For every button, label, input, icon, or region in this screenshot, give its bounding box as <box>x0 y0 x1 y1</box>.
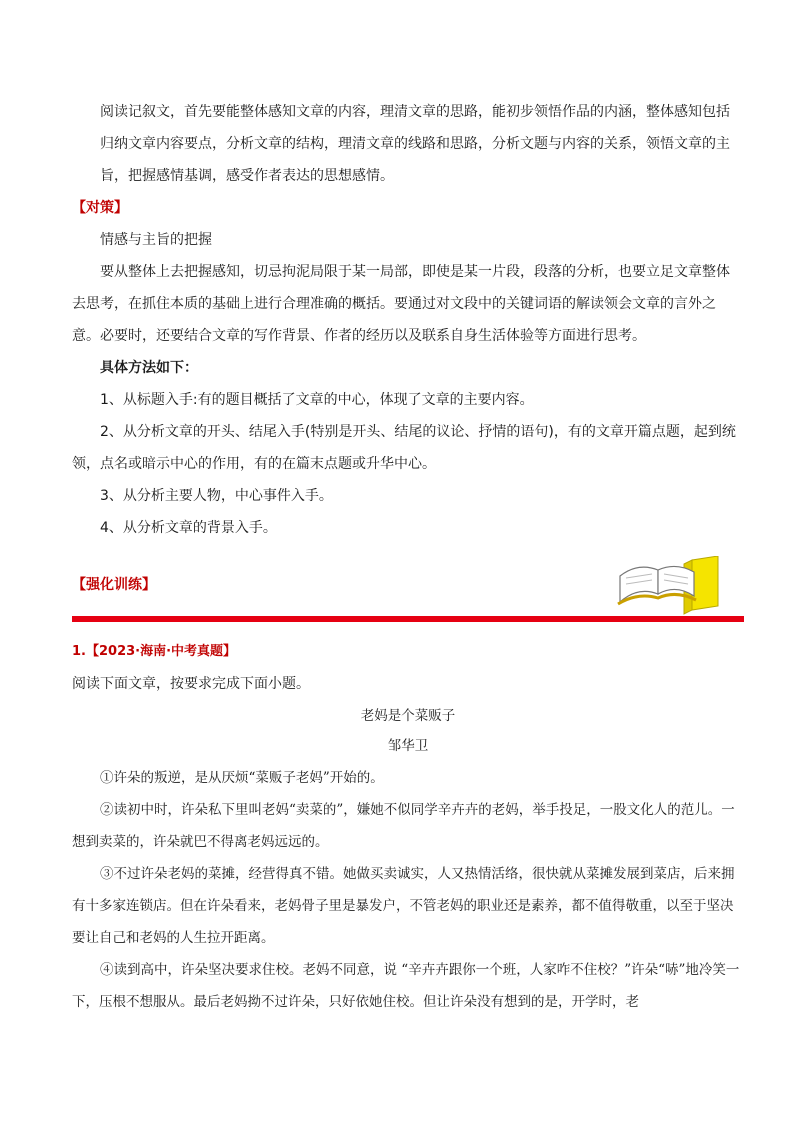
strategy-text: 要从整体上去把握感知，切忌拘泥局限于某一局部，即使是某一片段，段落的分析，也要立足文章整体去思考，在抓住本质的基础上进行合理准确的概括。要通过对文段中的关键词语的解读领会文章的言外之意。必要时，还要结合文章的写作背景、作者的经历以及联系自身生活体验等方面进行思考。 <box>72 264 730 344</box>
section-divider <box>72 616 744 622</box>
question-instruction: 阅读下面文章，按要求完成下面小题。 <box>72 676 310 692</box>
article-paragraph <box>72 858 740 954</box>
method-text: 2、从分析文章的开头、结尾入手(特别是开头、结尾的议论、抒情的语句)，有的文章开篇点题，起到统领，点名或暗示中心的作用，有的在篇末点题或升华中心。 <box>72 424 736 472</box>
methods-heading: 具体方法如下： <box>100 360 198 376</box>
method-item: 4、从分析文章的背景入手。 <box>100 520 277 536</box>
article-paragraph <box>72 794 740 858</box>
method-item: 1、从标题入手:有的题目概括了文章的中心，体现了文章的主要内容。 <box>100 392 534 408</box>
strategy-heading: 【对策】 <box>72 200 128 216</box>
article-text: ④读到高中，许朵坚决要求住校。老妈不同意，说 “辛卉卉跟你一个班，人家咋不住校？”许朵“哧”地冷笑一下，压根不想服从。最后老妈拗不过许朵，只好依她住校。但让许朵没有想到的是，开学时，老 <box>72 962 740 1010</box>
strategy-paragraph <box>72 256 740 352</box>
strategy-subtitle: 情感与主旨的把握 <box>100 232 212 248</box>
question-source: 1.【2023·海南·中考真题】 <box>72 644 237 659</box>
article-text: ②读初中时，许朵私下里叫老妈“卖菜的”，嫌她不似同学辛卉卉的老妈，举手投足，一股文化人的范儿。一想到卖菜的，许朵就巴不得离老妈远远的。 <box>72 802 735 850</box>
training-heading: 【强化训练】 <box>72 577 156 593</box>
article-paragraph: ①许朵的叛逆，是从厌烦“菜贩子老妈”开始的。 <box>100 770 384 786</box>
article-title: 老妈是个菜贩子 <box>360 708 456 724</box>
method-item <box>72 416 740 480</box>
intro-paragraph <box>100 96 740 192</box>
intro-text: 阅读记叙文，首先要能整体感知文章的内容，理清文章的思路，能初步领悟作品的内涵，整体感知包括归纳文章内容要点，分析文章的结构，理清文章的线路和思路，分析文题与内容的关系，领悟文章的主旨，把握感情基调，感受作者表达的思想感情。 <box>100 104 730 184</box>
article-author: 邹华卫 <box>387 738 429 754</box>
method-item: 3、从分析主要人物，中心事件入手。 <box>100 488 333 504</box>
article-text: ③不过许朵老妈的菜摊，经营得真不错。她做买卖诚实，人又热情活络，很快就从菜摊发展到菜店，后来拥有十多家连锁店。但在许朵看来，老妈骨子里是暴发户，不管老妈的职业还是素养，都不值得敬重，以至于坚决要让自己和老妈的人生拉开距离。 <box>72 866 735 946</box>
open-book-icon <box>614 556 726 616</box>
article-paragraph <box>72 954 740 1018</box>
